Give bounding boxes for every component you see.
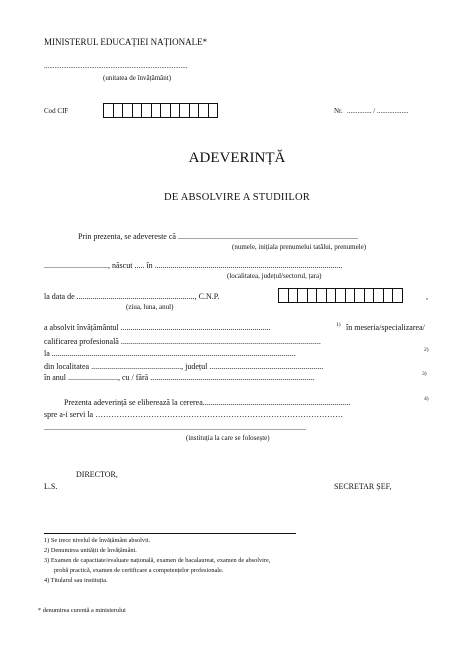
document-title: ADEVERINȚĂ (188, 150, 286, 166)
footnote-3-cont: probă practică, examen de certificare a competențelor profesionale. (54, 567, 224, 574)
footnote-divider (44, 533, 296, 534)
director-label: DIRECTOR, (76, 470, 118, 479)
secretary-label: SECRETAR ȘEF, (334, 482, 392, 491)
ministry-name: MINISTERUL EDUCAȚIEI NAȚIONALE* (44, 37, 208, 47)
line-level[interactable]: a absolvit învățământul ........................................................................... (44, 323, 271, 332)
footnote-3: 3) Examen de capacitate/evaluare națională, examen de bacalaureat, examen de absolvire, (44, 557, 271, 564)
cif-label: Cod CIF (44, 107, 69, 115)
footnote-ref-1: 1) (336, 322, 341, 328)
line-level-tail: în meseria/specializarea/ (346, 323, 425, 332)
ls-label: L.S. (44, 482, 58, 491)
footnote-1: 1) Se trece nivelul de învățământ absolvit. (44, 537, 151, 544)
cnp-boxes[interactable] (278, 288, 402, 303)
cif-boxes[interactable] (103, 103, 217, 118)
line-institution[interactable]: ................................................................................................................................... (44, 423, 306, 432)
line-purpose[interactable]: spre a-i servi la ………………………………………………………………………………… (44, 410, 344, 419)
caption-name: (numele, inițiala prenumelui tatălui, prenumele) (232, 243, 367, 251)
footnote-ref-3: 3) (422, 371, 427, 377)
footnote-4: 4) Titularul sau instituția. (44, 577, 108, 584)
footnote-ref-2: 2) (424, 347, 429, 353)
line-birth[interactable]: ................................, născut ..... în .............................................................................................. (44, 261, 343, 270)
nr-label: Nr. (334, 107, 343, 115)
footnote-ref-4: 4) (424, 396, 429, 402)
line-year[interactable]: în anul ........................., cu / fără .................................................................................. (44, 373, 315, 382)
line-locality[interactable]: din localitatea ............................................., județul ......................................................... (44, 362, 324, 371)
line-issued[interactable]: Prezenta adeverință se eliberează la cererea.......................................................................... (64, 398, 351, 407)
line-date-cnp[interactable]: la data de ..........................................................., C.N.P. (44, 292, 220, 301)
unit-dots: .................................................................................. (44, 62, 188, 70)
line-school[interactable]: la .......................................................................................................................... (44, 349, 296, 358)
unit-caption: (unitatea de învățământ) (103, 74, 172, 82)
caption-birth: (localitatea, județul/sectorul, țara) (227, 272, 322, 280)
line-name[interactable]: Prin prezenta, se adevereste că .......................................................................................... (78, 232, 358, 241)
caption-institution: (instituția la care se folosește) (186, 434, 270, 442)
ministry-note: * denumirea curentă a ministerului (38, 607, 126, 614)
nr-dots[interactable]: .............. / .................. (347, 107, 409, 115)
line-qualification[interactable]: calificarea profesională .................................................................................................... (44, 337, 321, 346)
cnp-comma: , (426, 292, 428, 301)
footnote-2: 2) Denumirea unității de învățământ. (44, 547, 137, 554)
document-subtitle: DE ABSOLVIRE A STUDIILOR (164, 192, 310, 203)
caption-date: (ziua, luna, anul) (126, 303, 174, 311)
